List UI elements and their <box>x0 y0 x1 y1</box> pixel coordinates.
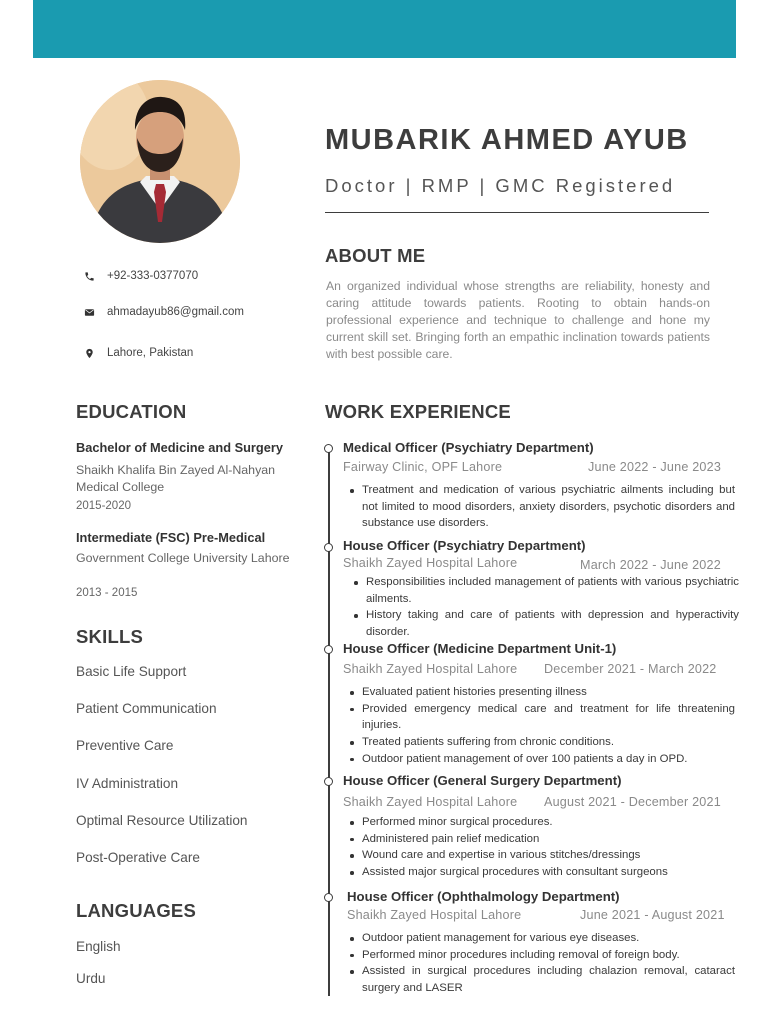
job-bullet: Evaluated patient histories presenting illness <box>345 684 735 701</box>
contact-email[interactable] <box>83 306 244 318</box>
job-dates: August 2021 - December 2021 <box>544 795 721 809</box>
job-dates: June 2022 - June 2023 <box>588 460 722 474</box>
timeline-dot <box>324 444 333 453</box>
location-pin-icon <box>83 347 95 359</box>
about-text: An organized individual whose strengths are reliability, honesty and caring attitude towards patients. Rooting to obtain hands-on professional experience and technique to challenge and hone my current skill set. Bringing forth an empathic inclination towards patients with best possible care. <box>326 279 710 361</box>
job-place: Shaikh Zayed Hospital Lahore <box>343 556 518 570</box>
job-place: Shaikh Zayed Hospital Lahore <box>347 908 522 922</box>
education-heading: EDUCATION <box>76 401 187 422</box>
job-title: House Officer (Psychiatry Department) <box>343 538 586 553</box>
education-degree: Intermediate (FSC) Pre-Medical <box>76 530 266 545</box>
job-dates: June 2021 - August 2021 <box>580 908 725 922</box>
job-bullet: Outdoor patient management for various eye diseases. <box>345 930 735 947</box>
skill-item: Preventive Care <box>76 738 174 753</box>
job-bullet: Assisted major surgical procedures with consultant surgeons <box>345 864 735 881</box>
timeline-dot <box>324 893 333 902</box>
contact-phone[interactable] <box>83 270 198 282</box>
contact-email-text: ahmadayub86@gmail.com <box>107 306 244 318</box>
job-bullets <box>345 814 735 881</box>
job-bullets <box>345 482 735 532</box>
job-bullet: Performed minor procedures including removal of foreign body. <box>345 947 735 964</box>
job-bullets <box>349 574 739 641</box>
job-dates: December 2021 - March 2022 <box>544 662 717 676</box>
job-bullet: Treated patients suffering from chronic conditions. <box>345 734 735 751</box>
job-bullet: Outdoor patient management of over 100 patients a day in OPD. <box>345 751 735 768</box>
education-school: Government College University Lahore <box>76 551 290 565</box>
job-bullets <box>345 684 735 768</box>
header-divider <box>325 212 709 213</box>
skills-heading: SKILLS <box>76 626 143 647</box>
contact-location-text: Lahore, Pakistan <box>107 347 194 359</box>
job-bullets <box>345 930 735 997</box>
candidate-name: MUBARIK AHMED AYUB <box>325 124 689 156</box>
skill-item: Post-Operative Care <box>76 850 200 865</box>
contact-phone-text: +92-333-0377070 <box>107 270 199 282</box>
job-place: Shaikh Zayed Hospital Lahore <box>343 662 518 676</box>
email-icon <box>83 306 95 318</box>
skill-item: IV Administration <box>76 776 178 791</box>
education-degree: Bachelor of Medicine and Surgery <box>76 440 283 455</box>
job-place: Shaikh Zayed Hospital Lahore <box>343 795 518 809</box>
language-item: Urdu <box>76 971 106 986</box>
job-title: Medical Officer (Psychiatry Department) <box>343 440 594 455</box>
job-bullet: Administered pain relief medication <box>345 831 735 848</box>
language-item: English <box>76 939 121 954</box>
skill-item: Optimal Resource Utilization <box>76 813 248 828</box>
phone-icon <box>83 270 95 282</box>
about-heading: ABOUT ME <box>325 245 426 266</box>
education-school: Shaikh Khalifa Bin Zayed Al-Nahyan Medical College <box>76 463 276 494</box>
profile-photo <box>80 80 240 243</box>
timeline-dot <box>324 777 333 786</box>
skill-item: Patient Communication <box>76 701 217 716</box>
profile-photo-illustration <box>80 80 240 243</box>
timeline-line <box>328 448 330 996</box>
job-dates: March 2022 - June 2022 <box>580 558 721 572</box>
languages-heading: LANGUAGES <box>76 900 196 921</box>
contact-location <box>83 347 193 359</box>
job-bullet: Provided emergency medical care and treatment for life threatening injuries. <box>345 701 735 734</box>
work-experience-heading: WORK EXPERIENCE <box>325 401 511 422</box>
job-title: House Officer (Medicine Department Unit-1) <box>343 641 617 656</box>
skill-item: Basic Life Support <box>76 664 187 679</box>
job-bullet: Responsibilities included management of patients with various psychiatric ailments. <box>349 574 739 607</box>
job-bullet: Wound care and expertise in various stitches/dressings <box>345 847 735 864</box>
job-bullet: Treatment and medication of various psychiatric ailments including but not limited to mood disorders, anxiety disorders, psychotic disorders and substance use disorders. <box>345 482 735 532</box>
header-accent-bar <box>33 0 736 58</box>
education-years: 2015-2020 <box>76 500 131 512</box>
education-years: 2013 - 2015 <box>76 587 138 599</box>
timeline-dot <box>324 543 333 552</box>
job-bullet: Assisted in surgical procedures including chalazion removal, cataract surgery and LASER <box>345 963 735 996</box>
job-title: House Officer (General Surgery Department) <box>343 773 622 788</box>
job-title: House Officer (Ophthalmology Department) <box>347 889 620 904</box>
candidate-subtitle: Doctor | RMP | GMC Registered <box>325 175 676 196</box>
job-bullet: Performed minor surgical procedures. <box>345 814 735 831</box>
timeline-dot <box>324 645 333 654</box>
job-place: Fairway Clinic, OPF Lahore <box>343 460 503 474</box>
job-bullet: History taking and care of patients with depression and hyperactivity disorder. <box>349 607 739 640</box>
